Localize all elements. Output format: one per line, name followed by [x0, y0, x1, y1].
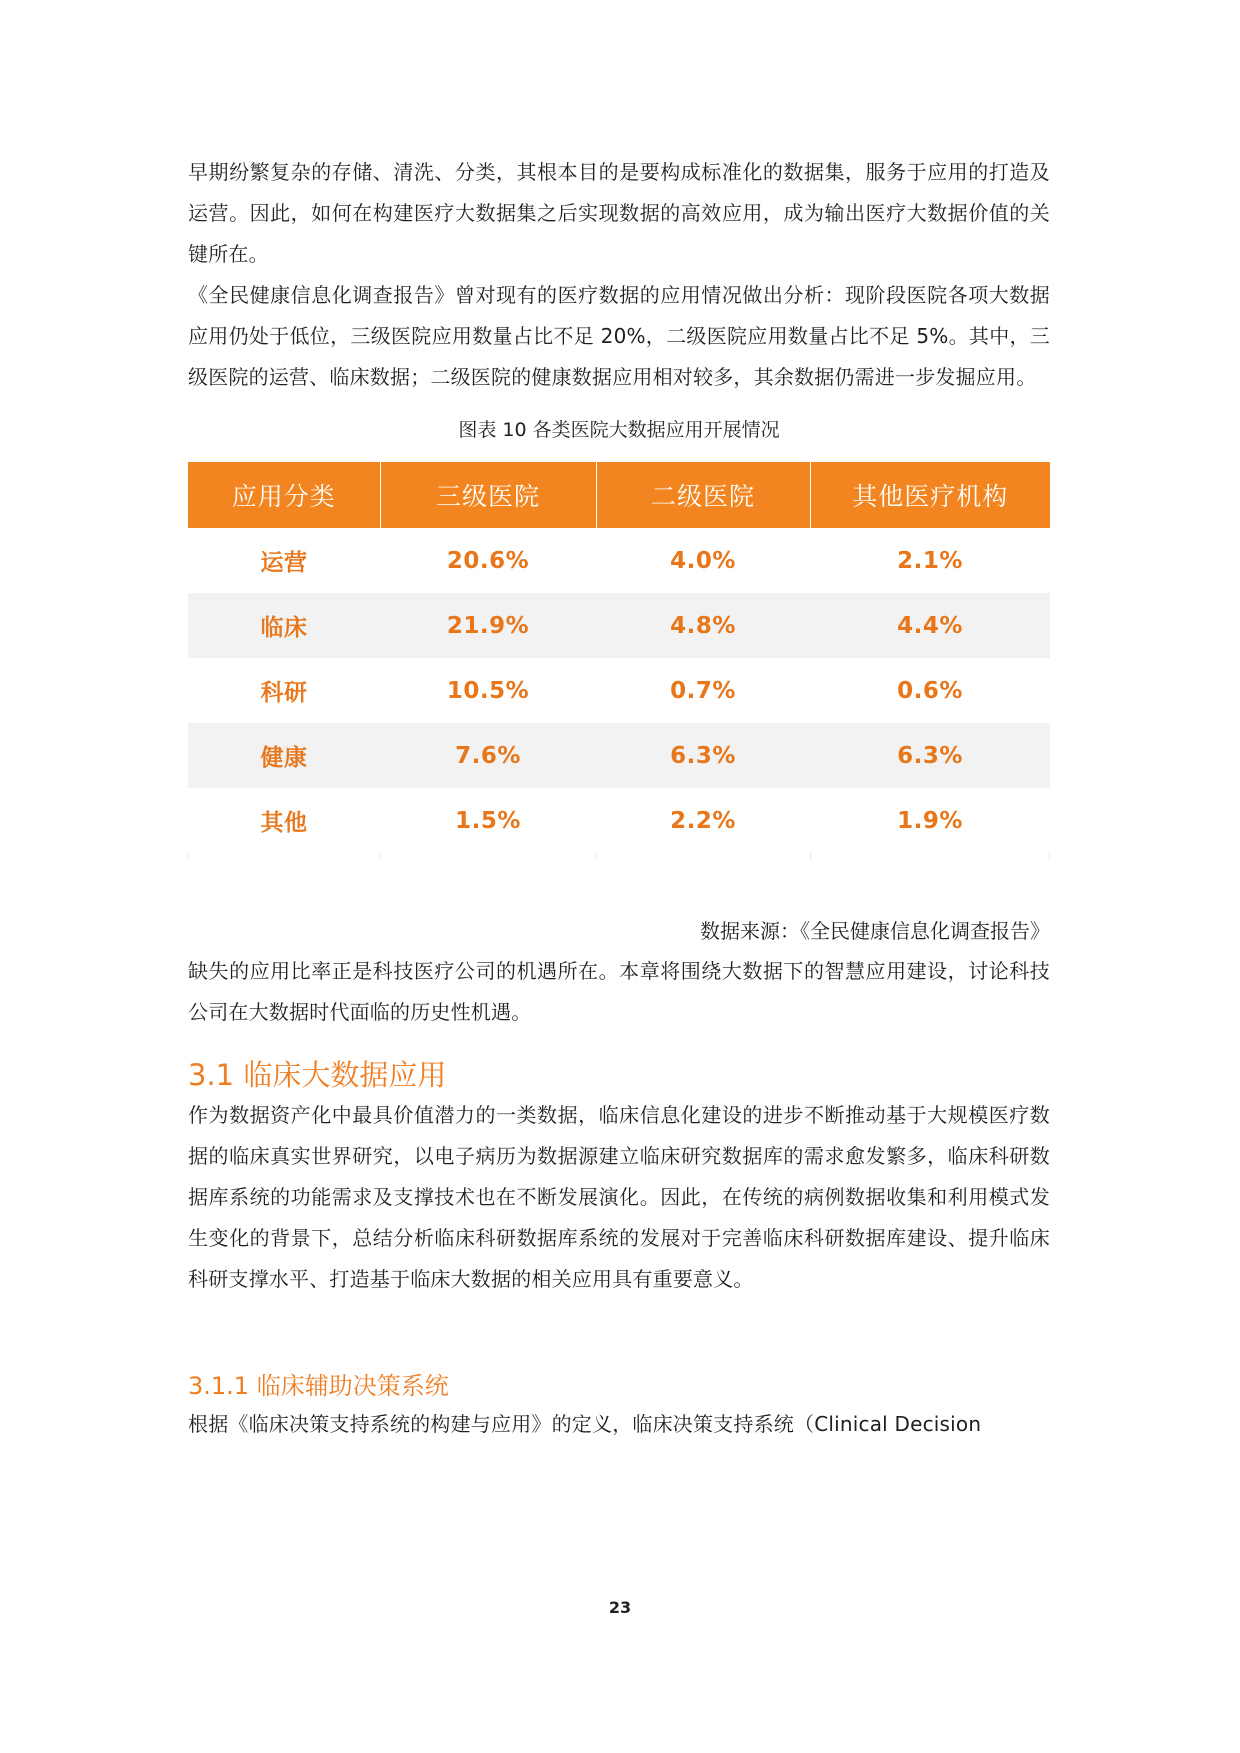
table-header-cell: 三级医院	[380, 462, 596, 528]
category-cell: 其他	[188, 788, 380, 853]
section-heading: 3.1 临床大数据应用	[188, 1058, 447, 1092]
figure-caption: 图表 10 各类医院大数据应用开展情况	[458, 419, 780, 441]
category-cell: 科研	[188, 658, 380, 723]
page-content	[188, 152, 1050, 1445]
intro-paragraph: 早期纷繁复杂的存储、清洗、分类，其根本目的是要构成标准化的数据集，服务于应用的打造及运营。因此，如何在构建医疗大数据集之后实现数据的高效应用，成为输出医疗大数据价值的关键所在。	[188, 160, 1050, 266]
report-analysis-paragraph: 《全民健康信息化调查报告》曾对现有的医疗数据的应用情况做出分析：现阶段医院各项大数据应用仍处于低位，三级医院应用数量占比不足 20%，二级医院应用数量占比不足 5%。其中，三级医院的运营、临床数据；二级医院的健康数据应用相对较多，其余数据仍需进一步发掘应用。	[188, 283, 1050, 389]
definition-paragraph: 根据《临床决策支持系统的构建与应用》的定义，临床决策支持系统（Clinical Decision	[188, 1412, 982, 1436]
table-cell: 21.9%	[380, 593, 596, 658]
table-cell: 4.8%	[596, 593, 810, 658]
opportunity-paragraph: 缺失的应用比率正是科技医疗公司的机遇所在。本章将围绕大数据下的智慧应用建设，讨论科技公司在大数据时代面临的历史性机遇。	[188, 959, 1050, 1024]
table-header-cell: 二级医院	[596, 462, 810, 528]
table-header-cell: 其他医疗机构	[810, 462, 1050, 528]
data-source-note: 数据来源：《全民健康信息化调查报告》	[700, 919, 1050, 943]
table-cell: 4.4%	[810, 593, 1050, 658]
table-cell: 1.5%	[380, 788, 596, 853]
table-row	[188, 593, 1050, 658]
table-cell: 2.1%	[810, 528, 1050, 593]
table-row	[188, 658, 1050, 723]
hospital-data-table	[188, 462, 1050, 853]
category-cell: 临床	[188, 593, 380, 658]
table-cell: 1.9%	[810, 788, 1050, 853]
table-bottom-edge	[188, 853, 1050, 877]
page-number: 23	[608, 1598, 632, 1617]
subsection-heading: 3.1.1 临床辅助决策系统	[188, 1372, 449, 1400]
category-cell: 运营	[188, 528, 380, 593]
table-cell: 4.0%	[596, 528, 810, 593]
table-header-row	[188, 462, 1050, 528]
table-cell: 20.6%	[380, 528, 596, 593]
table-cell: 2.2%	[596, 788, 810, 853]
category-cell: 健康	[188, 723, 380, 788]
table-cell: 6.3%	[596, 723, 810, 788]
table-cell: 7.6%	[380, 723, 596, 788]
table-row	[188, 723, 1050, 788]
clinical-data-paragraph: 作为数据资产化中最具价值潜力的一类数据，临床信息化建设的进步不断推动基于大规模医疗数据的临床真实世界研究，以电子病历为数据源建立临床研究数据库的需求愈发繁多，临床科研数据库系统的功能需求及支撑技术也在不断发展演化。因此，在传统的病例数据收集和利用模式发生变化的背景下，总结分析临床科研数据库系统的发展对于完善临床科研数据库建设、提升临床科研支撑水平、打造基于临床大数据的相关应用具有重要意义。	[188, 1103, 1050, 1291]
table-cell: 6.3%	[810, 723, 1050, 788]
table-header-cell: 应用分类	[188, 462, 380, 528]
table-cell: 0.6%	[810, 658, 1050, 723]
table-cell: 0.7%	[596, 658, 810, 723]
table-row	[188, 528, 1050, 593]
table-row	[188, 788, 1050, 853]
table-cell: 10.5%	[380, 658, 596, 723]
